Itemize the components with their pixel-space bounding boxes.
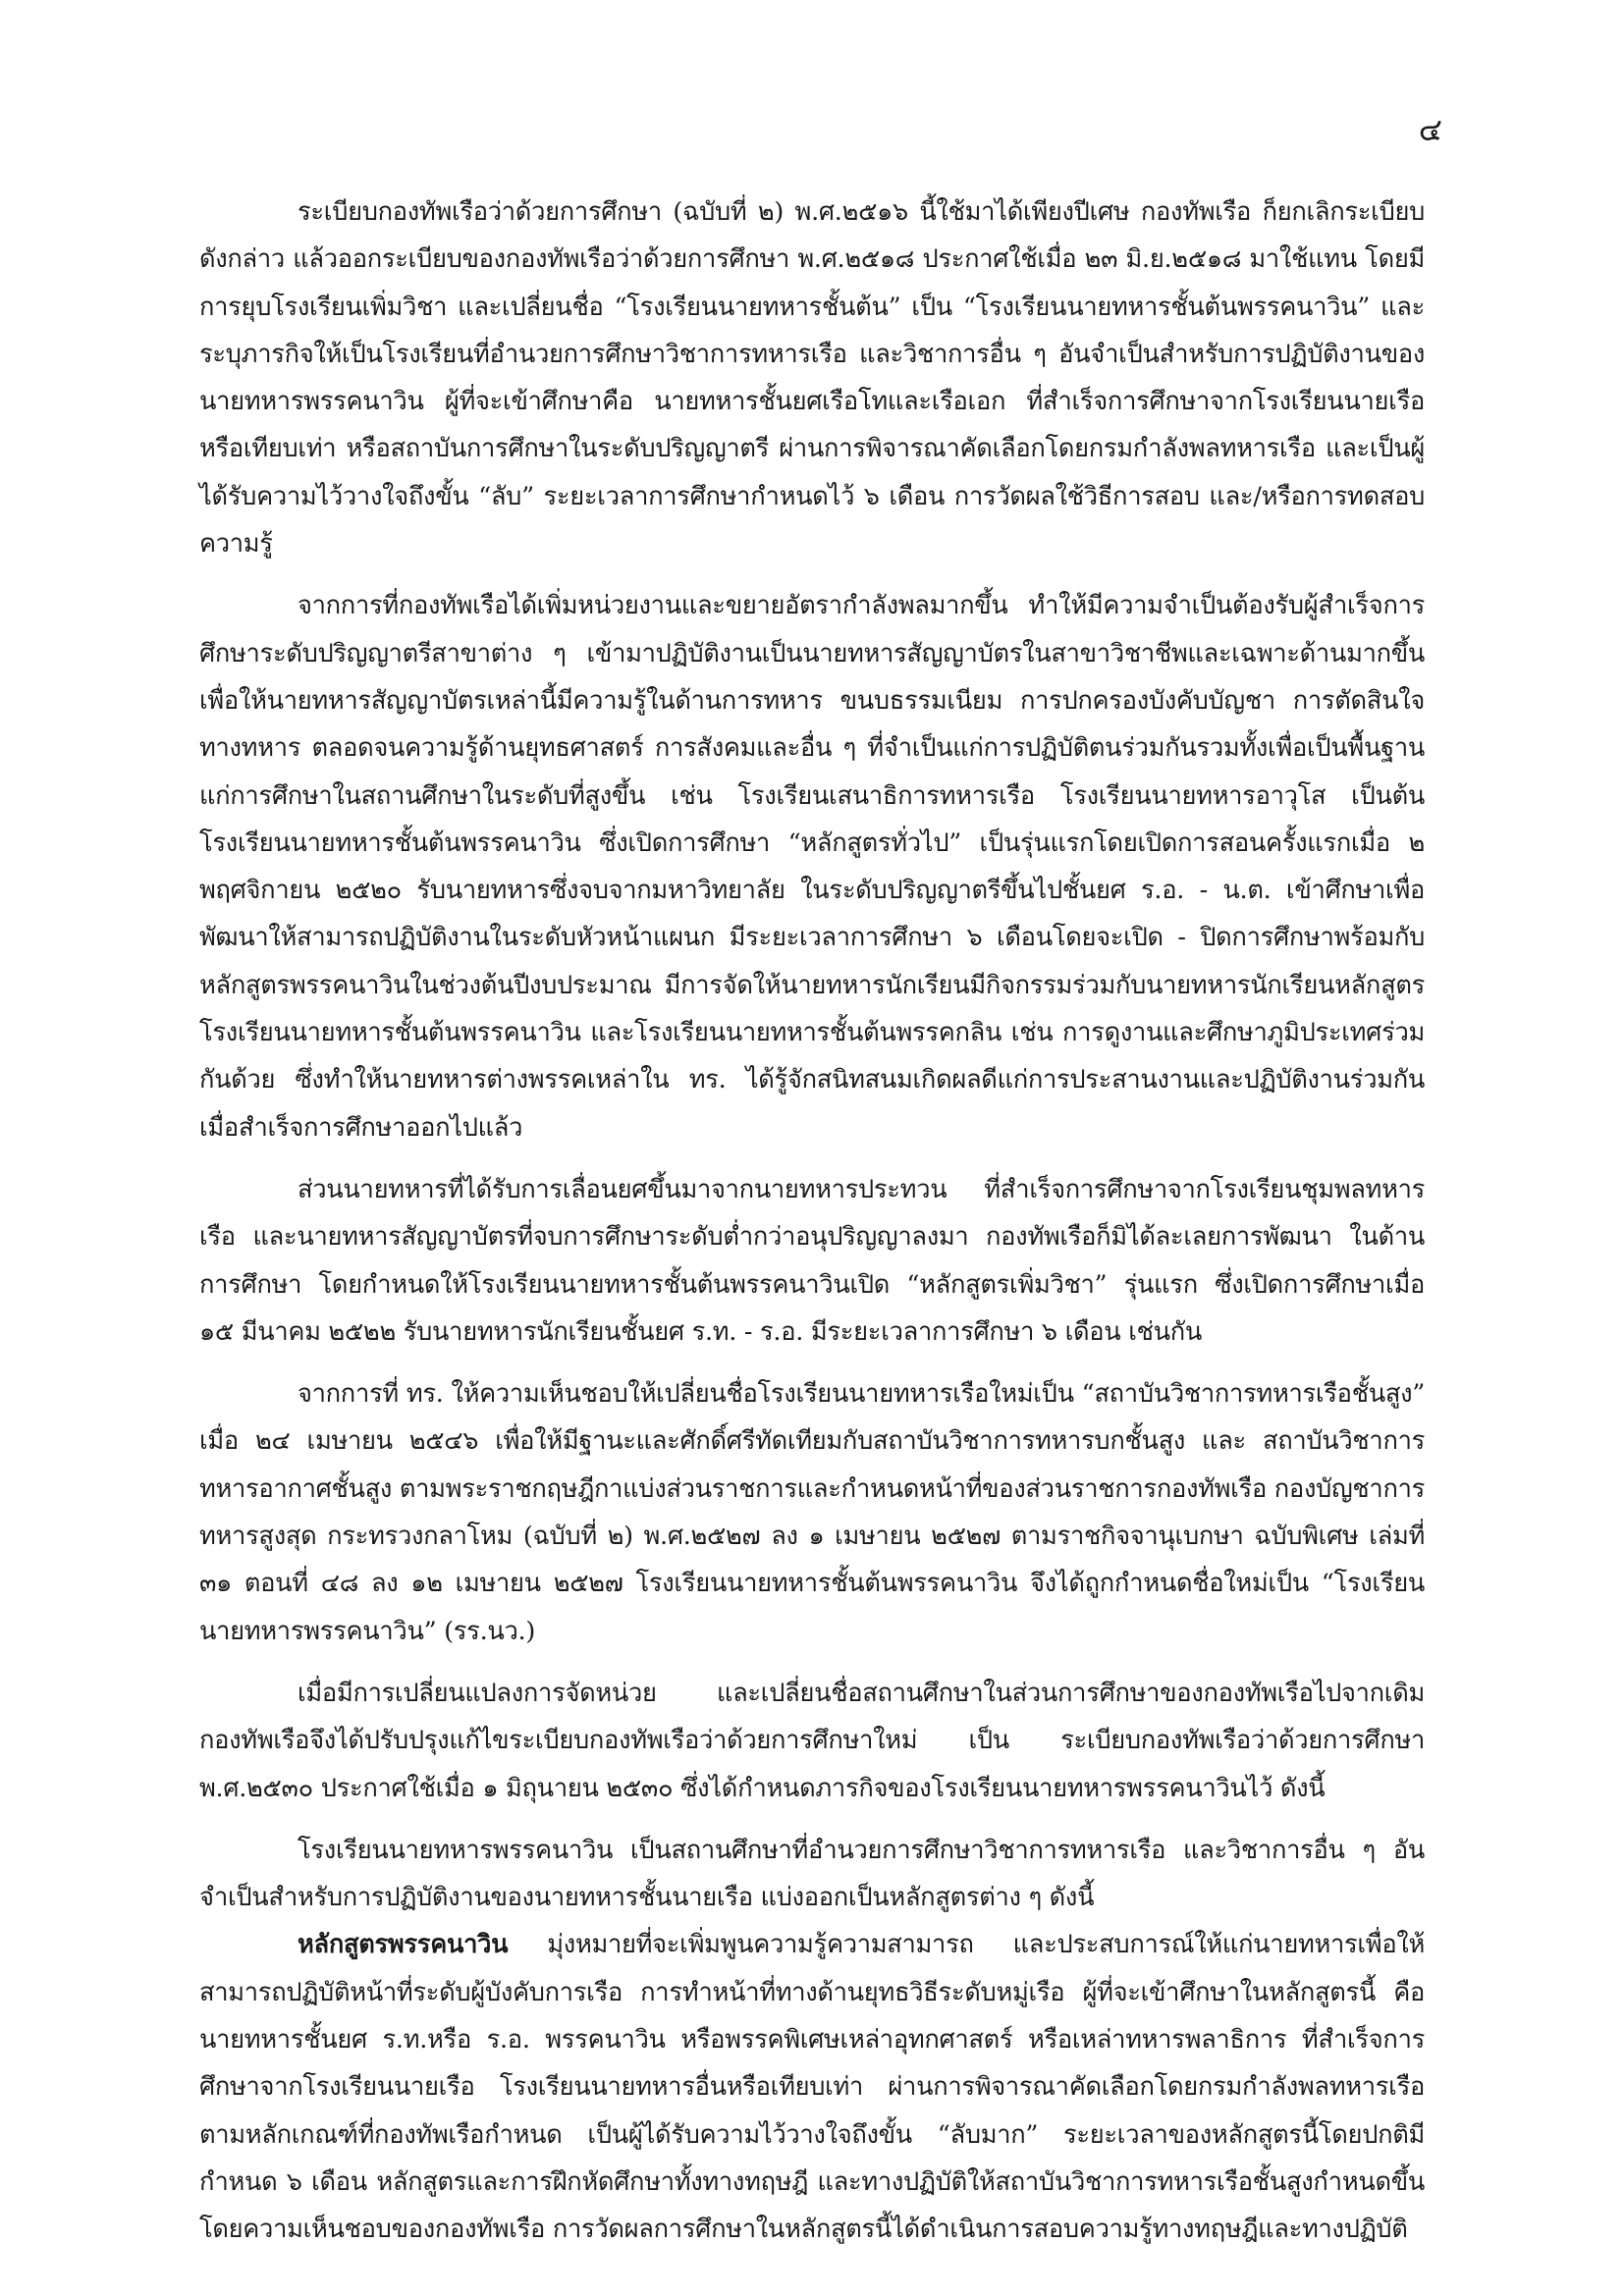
page-number: ๔ <box>1418 111 1442 148</box>
paragraph-school-mission: โรงเรียนนายทหารพรรคนาวิน เป็นสถานศึกษาที่อำนวยการศึกษาวิชาการทหารเรือ และวิชาการอื่น ๆ อันจำเป็นสำหรับการปฏิบัติงานของนายทหารชั้นนายเรือ แบ่งออกเป็นหลักสูตรต่าง ๆ ดังนี้ <box>199 1835 1425 1913</box>
paragraph-navin-course <box>199 1921 1425 2253</box>
paragraph-additional-course: ส่วนนายทหารที่ได้รับการเลื่อนยศขึ้นมาจากนายทหารประทวน ที่สำเร็จการศึกษาจากโรงเรียนชุมพลทหารเรือ และนายทหารสัญญาบัตรที่จบการศึกษาระดับต่ำกว่าอนุปริญญาลงมา กองทัพเรือก็มิได้ละเลยการพัฒนา ในด้านการศึกษา โดยกำหนดให้โรงเรียนนายทหารชั้นต้นพรรคนาวินเปิด “หลักสูตรเพิ่มวิชา” รุ่นแรก ซึ่งเปิดการศึกษาเมื่อ ๑๕ มีนาคม ๒๕๒๒ รับนายทหารนักเรียนชั้นยศ ร.ท. - ร.อ. มีระยะเวลาการศึกษา ๖ เดือน เช่นกัน <box>199 1174 1425 1347</box>
document-body <box>199 188 1425 2268</box>
course-description: มุ่งหมายที่จะเพิ่มพูนความรู้ความสามารถ และประสบการณ์ให้แก่นายทหารเพื่อให้สามารถปฏิบัติหน้าที่ระดับผู้บังคับการเรือ การทำหน้าที่ทางด้านยุทธวิธีระดับหมู่เรือ ผู้ที่จะเข้าศึกษาในหลักสูตรนี้ คือ นายทหารชั้นยศ ร.ท.หรือ ร.อ. พรรคนาวิน หรือพรรคพิเศษเหล่าอุทกศาสตร์ หรือเหล่าทหารพลาธิการ ที่สำเร็จการศึกษาจากโรงเรียนนายเรือ โรงเรียนนายทหารอื่นหรือเทียบเท่า ผ่านการพิจารณาคัดเลือกโดยกรมกำลังพลทหารเรือตามหลักเกณฑ์ที่กองทัพเรือกำหนด เป็นผู้ได้รับความไว้วางใจถึงขั้น “ลับมาก” ระยะเวลาของหลักสูตรนี้โดยปกติมีกำหนด ๖ เดือน หลักสูตรและการฝึกหัดศึกษาทั้งทางทฤษฎี และทางปฏิบัติให้สถาบันวิชาการทหารเรือชั้นสูงกำหนดขึ้น โดยความเห็นชอบของกองทัพเรือ การวัดผลการศึกษาในหลักสูตรนี้ได้ดำเนินการสอบความรู้ทางทฤษฎีและทางปฏิบัติ <box>199 1930 1425 2245</box>
paragraph-school-rename: จากการที่ ทร. ให้ความเห็นชอบให้เปลี่ยนชื่อโรงเรียนนายทหารเรือใหม่เป็น “สถาบันวิชาการทหารเรือชั้นสูง” เมื่อ ๒๔ เมษายน ๒๕๔๖ เพื่อให้มีฐานะและศักดิ์ศรีทัดเทียมกับสถาบันวิชาการทหารบกชั้นสูง และ สถาบันวิชาการทหารอากาศชั้นสูง ตามพระราชกฤษฎีกาแบ่งส่วนราชการและกำหนดหน้าที่ของส่วนราชการกองทัพเรือ กองบัญชาการทหารสูงสุด กระทรวงกลาโหม (ฉบับที่ ๒) พ.ศ.๒๕๒๗ ลง ๑ เมษายน ๒๕๒๗ ตามราชกิจจานุเบกษา ฉบับพิเศษ เล่มที่ ๓๑ ตอนที่ ๔๘ ลง ๑๒ เมษายน ๒๕๒๗ โรงเรียนนายทหารชั้นต้นพรรคนาวิน จึงได้ถูกกำหนดชื่อใหม่เป็น “โรงเรียนนายทหารพรรคนาวิน” (รร.นว.) <box>199 1379 1425 1646</box>
paragraph-general-course: จากการที่กองทัพเรือได้เพิ่มหน่วยงานและขยายอัตรากำลังพลมากขึ้น ทำให้มีความจำเป็นต้องรับผู้สำเร็จการศึกษาระดับปริญญาตรีสาขาต่าง ๆ เข้ามาปฏิบัติงานเป็นนายทหารสัญญาบัตรในสาขาวิชาชีพและเฉพาะด้านมากขึ้น เพื่อให้นายทหารสัญญาบัตรเหล่านี้มีความรู้ในด้านการทหาร ขนบธรรมเนียม การปกครองบังคับบัญชา การตัดสินใจทางทหาร ตลอดจนความรู้ด้านยุทธศาสตร์ การสังคมและอื่น ๆ ที่จำเป็นแก่การปฏิบัติตนร่วมกันรวมทั้งเพื่อเป็นพื้นฐานแก่การศึกษาในสถานศึกษาในระดับที่สูงขึ้น เช่น โรงเรียนเสนาธิการทหารเรือ โรงเรียนนายทหารอาวุโส เป็นต้น โรงเรียนนายทหารชั้นต้นพรรคนาวิน ซึ่งเปิดการศึกษา “หลักสูตรทั่วไป” เป็นรุ่นแรกโดยเปิดการสอนครั้งแรกเมื่อ ๒ พฤศจิกายน ๒๕๒๐ รับนายทหารซึ่งจบจากมหาวิทยาลัย ในระดับปริญญาตรีขึ้นไปชั้นยศ ร.อ. - น.ต. เข้าศึกษาเพื่อพัฒนาให้สามารถปฏิบัติงานในระดับหัวหน้าแผนก มีระยะเวลาการศึกษา ๖ เดือนโดยจะเปิด - ปิดการศึกษาพร้อมกับหลักสูตรพรรคนาวินในช่วงต้นปีงบประมาณ มีการจัดให้นายทหารนักเรียนมีกิจกรรมร่วมกับนายทหารนักเรียนหลักสูตรโรงเรียนนายทหารชั้นต้นพรรคนาวิน และโรงเรียนนายทหารชั้นต้นพรรคกลิน เช่น การดูงานและศึกษาภูมิประเทศร่วมกันด้วย ซึ่งทำให้นายทหารต่างพรรคเหล่าใน ทร. ได้รู้จักสนิทสนมเกิดผลดีแก่การประสานงานและปฏิบัติงานร่วมกันเมื่อสำเร็จการศึกษาออกไปแล้ว <box>199 591 1425 1143</box>
paragraph-education-regulation-2518: ระเบียบกองทัพเรือว่าด้วยการศึกษา (ฉบับที่ ๒) พ.ศ.๒๕๑๖ นี้ใช้มาได้เพียงปีเศษ กองทัพเรือ ก็ยกเลิกระเบียบดังกล่าว แล้วออกระเบียบของกองทัพเรือว่าด้วยการศึกษา พ.ศ.๒๕๑๘ ประกาศใช้เมื่อ ๒๓ มิ.ย.๒๕๑๘ มาใช้แทน โดยมีการยุบโรงเรียนเพิ่มวิชา และเปลี่ยนชื่อ “โรงเรียนนายทหารชั้นต้น” เป็น “โรงเรียนนายทหารชั้นต้นพรรคนาวิน” และระบุภารกิจให้เป็นโรงเรียนที่อำนวยการศึกษาวิชาการทหารเรือ และวิชาการอื่น ๆ อันจำเป็นสำหรับการปฏิบัติงานของนายทหารพรรคนาวิน ผู้ที่จะเข้าศึกษาคือ นายทหารชั้นยศเรือโทและเรือเอก ที่สำเร็จการศึกษาจากโรงเรียนนายเรือหรือเทียบเท่า หรือสถาบันการศึกษาในระดับปริญญาตรี ผ่านการพิจารณาคัดเลือกโดยกรมกำลังพลทหารเรือ และเป็นผู้ได้รับความไว้วางใจถึงขั้น “ลับ” ระยะเวลาการศึกษากำหนดไว้ ๖ เดือน การวัดผลใช้วิธีการสอบ และ/หรือการทดสอบความรู้ <box>199 197 1425 560</box>
course-heading: หลักสูตรพรรคนาวิน <box>298 1930 509 1960</box>
paragraph-regulation-2530: เมื่อมีการเปลี่ยนแปลงการจัดหน่วย และเปลี่ยนชื่อสถานศึกษาในส่วนการศึกษาของกองทัพเรือไปจากเดิมกองทัพเรือจึงได้ปรับปรุงแก้ไขระเบียบกองทัพเรือว่าด้วยการศึกษาใหม่ เป็น ระเบียบกองทัพเรือว่าด้วยการศึกษา พ.ศ.๒๕๓๐ ประกาศใช้เมื่อ ๑ มิถุนายน ๒๕๓๐ ซึ่งได้กำหนดภารกิจของโรงเรียนนายทหารพรรคนาวินไว้ ดังนี้ <box>199 1678 1425 1803</box>
